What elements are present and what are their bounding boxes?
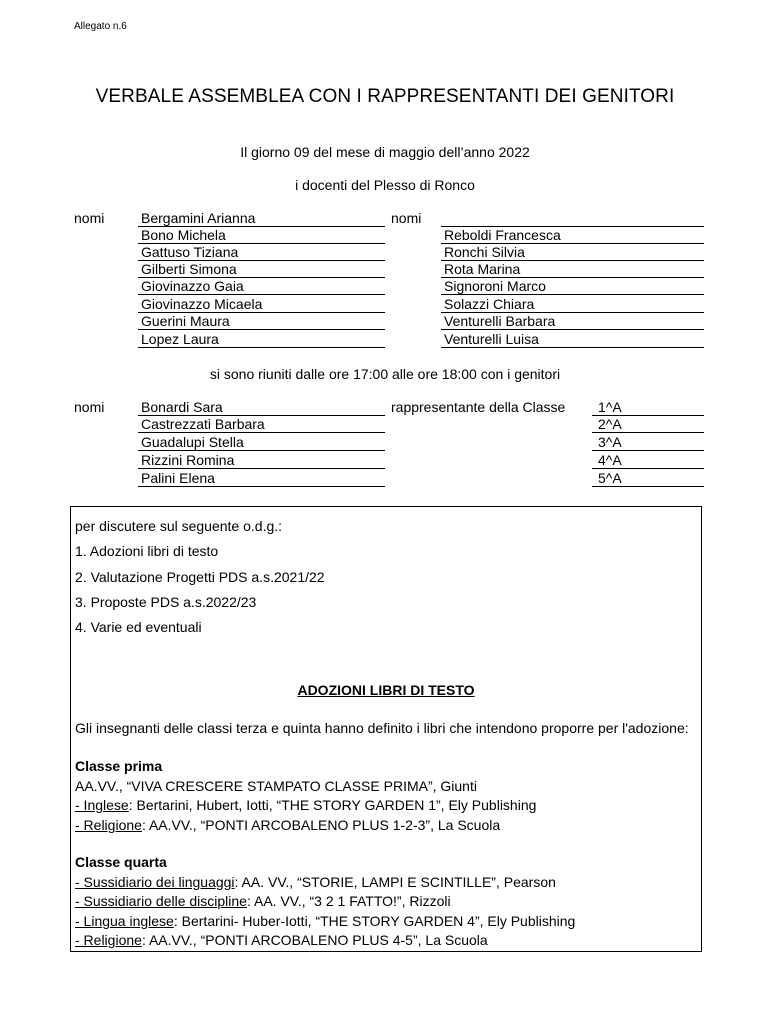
section-title: ADOZIONI LIBRI DI TESTO bbox=[297, 682, 475, 698]
book-details: : AA. VV., “STORIE, LAMPI E SCINTILLE”, Pearson bbox=[234, 874, 556, 890]
agenda-item: 3. Proposte PDS a.s.2022/23 bbox=[75, 594, 257, 610]
meeting-time-line: si sono riuniti dalle ore 17:00 alle ore 18:00 con i genitori bbox=[209, 366, 561, 382]
subject-label: - Inglese bbox=[75, 797, 129, 813]
list-item: Giovinazzo Micaela bbox=[138, 296, 385, 313]
book-details: : AA.VV., “PONTI ARCOBALENO PLUS 1-2-3”, La Scuola bbox=[141, 817, 501, 833]
list-item: Bergamini Arianna bbox=[138, 210, 385, 227]
book-line bbox=[75, 932, 488, 948]
list-item: Guadalupi Stella bbox=[138, 434, 385, 451]
book-details: : Bertarini- Huber-Iotti, “THE STORY GARDEN 4”, Ely Publishing bbox=[173, 913, 576, 929]
parents-label: nomi bbox=[74, 399, 105, 415]
class-heading: Classe prima bbox=[75, 758, 163, 774]
book-line bbox=[75, 817, 500, 833]
list-item: Palini Elena bbox=[138, 470, 385, 487]
agenda-item: 4. Varie ed eventuali bbox=[75, 619, 202, 635]
agenda-intro: per discutere sul seguente o.d.g.: bbox=[75, 518, 283, 534]
subject-label: - Religione bbox=[75, 817, 142, 833]
list-item: 2^A bbox=[592, 416, 704, 433]
subject-label: - Sussidiario dei linguaggi bbox=[75, 874, 235, 890]
list-item: Solazzi Chiara bbox=[441, 296, 704, 313]
list-item: Bono Michela bbox=[138, 227, 385, 244]
book-details: : AA. VV., “3 2 1 FATTO!”, Rizzoli bbox=[246, 893, 451, 909]
attachment-label: Allegato n.6 bbox=[74, 21, 127, 32]
book-line bbox=[75, 797, 536, 813]
list-item: Guerini Maura bbox=[138, 313, 385, 330]
list-item: Ronchi Silvia bbox=[441, 244, 704, 261]
list-item: Rizzini Romina bbox=[138, 452, 385, 469]
book-line bbox=[75, 874, 556, 890]
agenda-item: 2. Valutazione Progetti PDS a.s.2021/22 bbox=[75, 569, 325, 585]
teachers-intro-line: i docenti del Plesso di Ronco bbox=[295, 177, 475, 193]
subject-label: - Religione bbox=[75, 932, 142, 948]
list-item: Venturelli Barbara bbox=[441, 313, 704, 330]
subject-label: - Lingua inglese bbox=[75, 913, 174, 929]
list-item: Rota Marina bbox=[441, 261, 704, 278]
book-line: AA.VV., “VIVA CRESCERE STAMPATO CLASSE PRIMA”, Giunti bbox=[75, 778, 477, 794]
list-item: Gilberti Simona bbox=[138, 261, 385, 278]
list-item: 4^A bbox=[592, 452, 704, 469]
document-title: VERBALE ASSEMBLEA CON I RAPPRESENTANTI DEI GENITORI bbox=[95, 86, 675, 107]
book-line bbox=[75, 913, 575, 929]
minutes-box bbox=[70, 506, 702, 952]
subject-label: - Sussidiario delle discipline bbox=[75, 893, 247, 909]
book-line bbox=[75, 893, 451, 909]
list-item: Gattuso Tiziana bbox=[138, 244, 385, 261]
list-item: 1^A bbox=[592, 399, 704, 416]
book-details: : Bertarini, Hubert, Iotti, “THE STORY GARDEN 1”, Ely Publishing bbox=[128, 797, 537, 813]
class-heading: Classe quarta bbox=[75, 854, 167, 870]
list-item: 5^A bbox=[592, 470, 704, 487]
book-details: : AA.VV., “PONTI ARCOBALENO PLUS 4-5”, La Scuola bbox=[141, 932, 488, 948]
list-item bbox=[441, 210, 704, 227]
representative-label: rappresentante della Classe bbox=[391, 399, 566, 415]
teachers-right-label: nomi bbox=[391, 210, 422, 226]
list-item: Giovinazzo Gaia bbox=[138, 278, 385, 295]
list-item: Bonardi Sara bbox=[138, 399, 385, 416]
list-item: Castrezzati Barbara bbox=[138, 416, 385, 433]
teachers-left-label: nomi bbox=[74, 210, 105, 226]
adoption-intro: Gli insegnanti delle classi terza e quinta hanno definito i libri che intendono proporre per l'adozione: bbox=[75, 720, 689, 736]
list-item: 3^A bbox=[592, 434, 704, 451]
list-item: Venturelli Luisa bbox=[441, 331, 704, 348]
list-item: Signoroni Marco bbox=[441, 278, 704, 295]
agenda-item: 1. Adozioni libri di testo bbox=[75, 543, 219, 559]
list-item: Reboldi Francesca bbox=[441, 227, 704, 244]
list-item: Lopez Laura bbox=[138, 331, 385, 348]
date-line: Il giorno 09 del mese di maggio dell’anno 2022 bbox=[240, 144, 530, 160]
